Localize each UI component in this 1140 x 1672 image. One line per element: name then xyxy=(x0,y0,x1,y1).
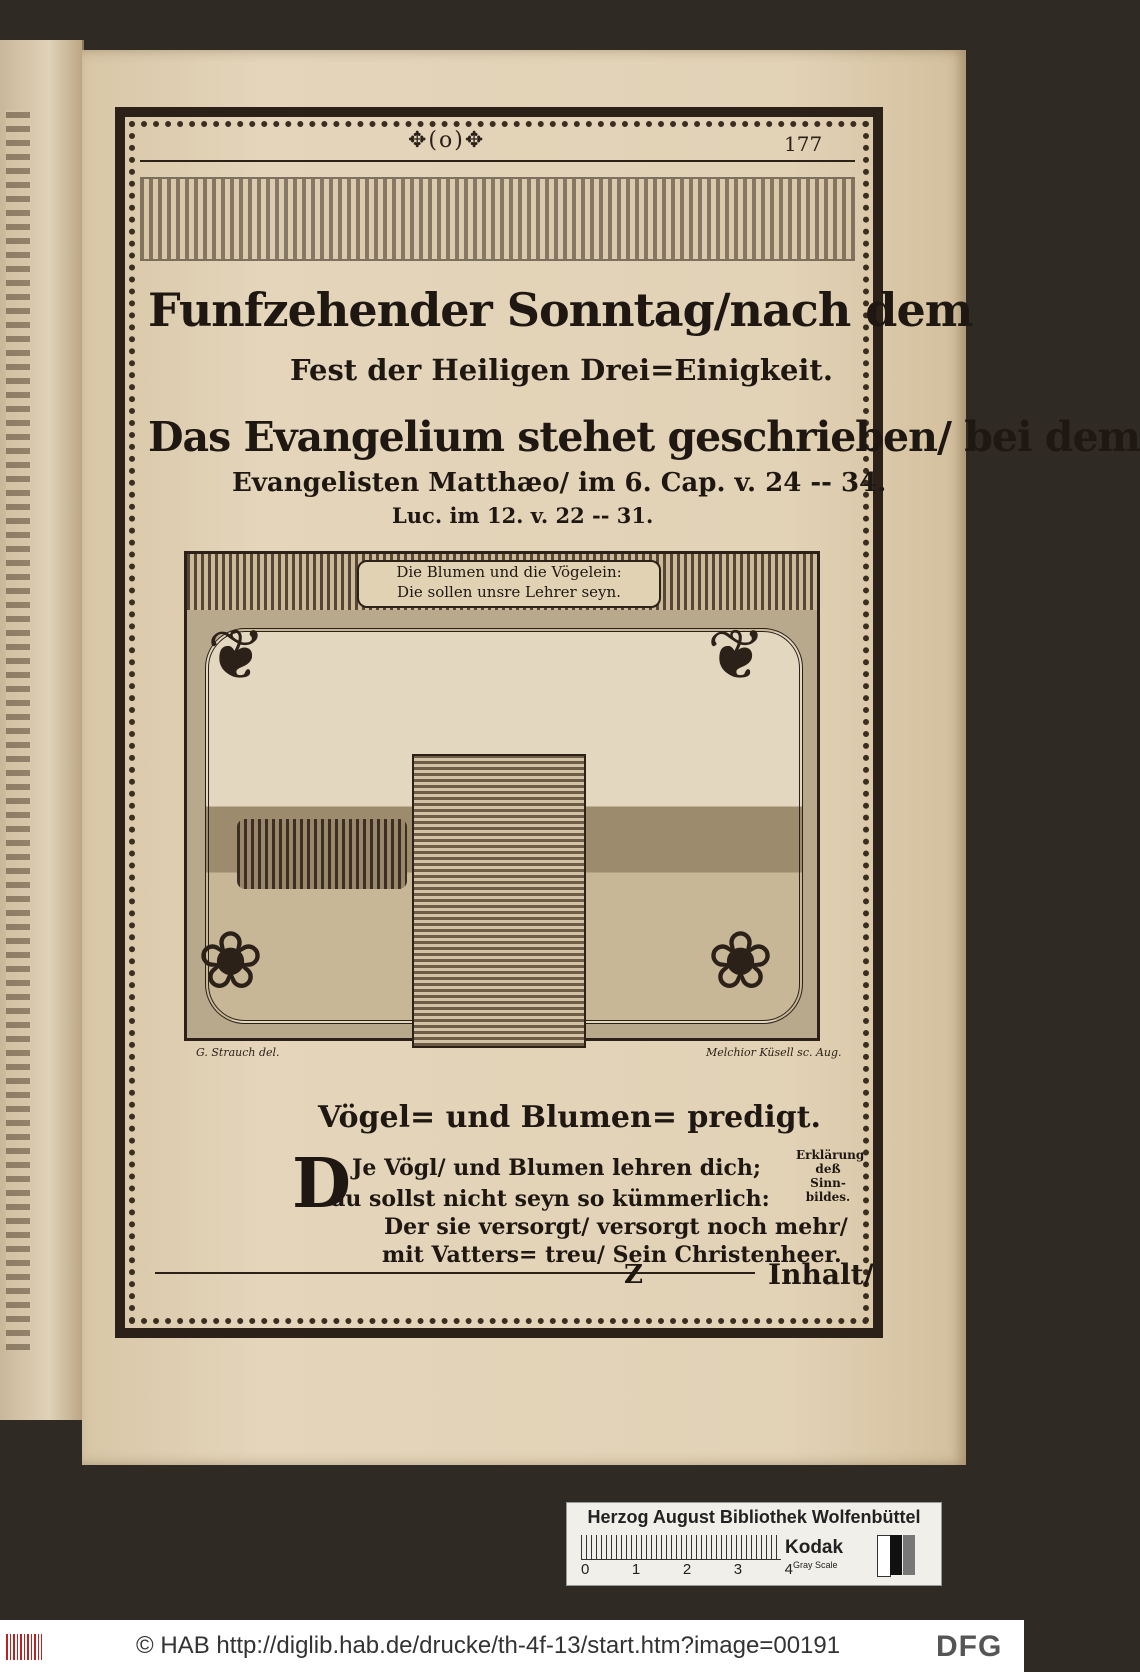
drop-cap: D xyxy=(292,1144,351,1224)
library-name: Herzog August Bibliothek Wolfenbüttel xyxy=(587,1507,921,1527)
previous-page-ornament-strip xyxy=(6,110,30,1350)
emblem-engraving xyxy=(184,551,820,1041)
signature-mark: Z xyxy=(624,1260,643,1290)
gray-scale-card xyxy=(566,1502,942,1586)
source-url: © HAB http://diglib.hab.de/drucke/th-4f-13/start.htm?image=00191 xyxy=(136,1632,841,1659)
eagle-right-icon: ❦ xyxy=(707,614,766,696)
poem-line-2: du sollst nicht seyn so kümmerlich: xyxy=(330,1186,770,1212)
poem-heading: Vögel= und Blumen= predigt. xyxy=(318,1100,821,1135)
white-swatch xyxy=(877,1535,891,1577)
catchword: Inhalt/ xyxy=(768,1258,874,1291)
gray-swatch xyxy=(903,1535,915,1575)
poem-line-1: Je Vögl/ und Blumen lehren dich; xyxy=(352,1155,761,1181)
bottom-rule xyxy=(155,1272,755,1274)
black-swatch xyxy=(890,1535,902,1575)
previous-page-edge xyxy=(0,40,84,1420)
poem-line-4: mit Vatters= treu/ Sein Christenheer. xyxy=(382,1242,842,1268)
margin-note: Erklärung deß Sinn-bildes. xyxy=(796,1148,865,1204)
pulpit-pedestal xyxy=(412,754,586,1048)
ruler-numbers xyxy=(581,1561,793,1578)
gospel-reference-matthew: Evangelisten Matthæo/ im 6. Cap. v. 24 -- 34. xyxy=(232,468,887,498)
tulip-left-icon: ❀ xyxy=(197,914,265,1007)
page-title: Funfzehender Sonntag/nach dem xyxy=(148,283,973,337)
header-rule xyxy=(140,160,855,162)
barcode-icon xyxy=(6,1634,42,1660)
motto-scroll xyxy=(357,560,661,608)
ruler-number: 4 xyxy=(784,1561,793,1578)
dfg-logo: DFG xyxy=(936,1630,1003,1663)
eagle-left-icon: ❦ xyxy=(207,614,266,696)
header-ornament: ✥(o)✥ xyxy=(408,128,486,153)
crowd-of-people xyxy=(237,819,407,889)
measuring-ruler xyxy=(581,1535,781,1560)
ruler-number: 0 xyxy=(581,1561,590,1578)
motto-line-1: Die Blumen und die Vögelein: xyxy=(396,563,622,581)
page-number: 177 xyxy=(784,132,823,156)
tulip-right-icon: ❀ xyxy=(707,914,775,1007)
footer-bar xyxy=(0,1620,1024,1672)
ornamental-headband xyxy=(140,177,855,261)
poem-line-3: Der sie versorgt/ versorgt noch mehr/ xyxy=(384,1214,848,1240)
ruler-number: 2 xyxy=(682,1561,692,1578)
gospel-reference-luke: Luc. im 12. v. 22 -- 31. xyxy=(392,503,654,528)
page-subtitle: Fest der Heiligen Drei=Einigkeit. xyxy=(290,353,833,387)
gospel-heading: Das Evangelium stehet geschrieben/ bei dem xyxy=(148,413,1140,461)
gray-scale-label: Gray Scale xyxy=(793,1560,838,1570)
motto-line-2: Die sollen unsre Lehrer seyn. xyxy=(397,583,621,601)
ruler-number: 1 xyxy=(631,1561,641,1578)
credit-draughtsman: G. Strauch del. xyxy=(196,1046,280,1059)
ruler-number: 3 xyxy=(733,1561,743,1578)
kodak-logo: Kodak xyxy=(785,1537,844,1558)
credit-engraver: Melchior Küsell sc. Aug. xyxy=(706,1046,842,1059)
